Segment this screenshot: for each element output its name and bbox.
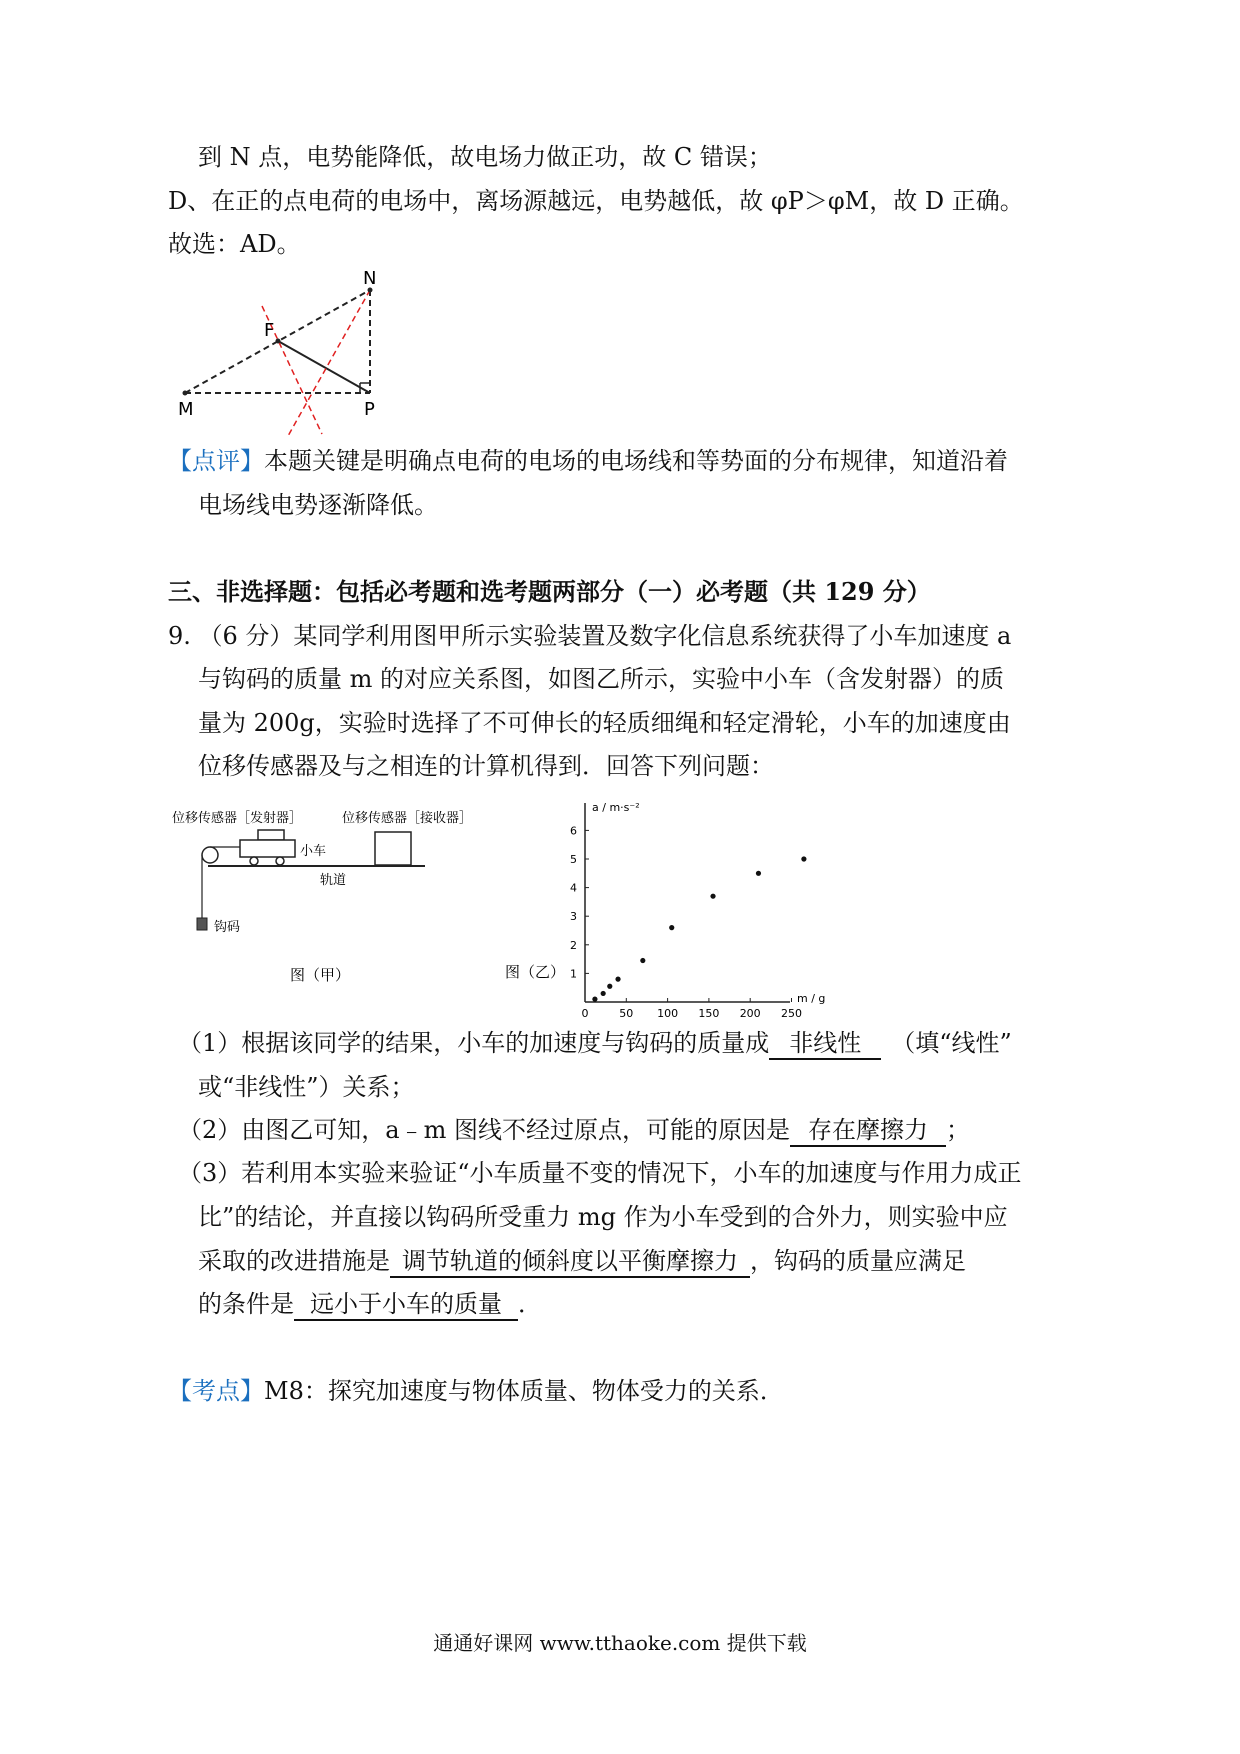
q1-answer: 非线性 [769, 1028, 881, 1060]
x-tick-label: 200 [739, 1007, 761, 1020]
kaodian-tag: 【考点】 [168, 1377, 264, 1405]
label-F: F [264, 320, 275, 341]
data-point [756, 871, 761, 876]
y-tick-label: 5 [570, 853, 577, 866]
weight-label: 钩码 [214, 920, 241, 935]
y-tick-label: 6 [570, 824, 577, 838]
q1-pre: （1）根据该同学的结果，小车的加速度与钩码的质量成 [178, 1029, 770, 1057]
data-point [710, 894, 715, 899]
x-tick-label: 150 [698, 1007, 720, 1020]
prev-line-1: 到 N 点，电势能降低，故电场力做正功，故 C 错误； [198, 143, 772, 171]
answer-1-line-1 [178, 1028, 1012, 1060]
answer-3-line-3 [198, 1246, 966, 1278]
q2-answer: 存在摩擦力 [790, 1115, 946, 1147]
point-charge-figure [170, 268, 400, 438]
answer-1-line-2: 或“非线性”）关系； [198, 1073, 415, 1101]
q1-post: （填“线性” [891, 1029, 1012, 1057]
q3-answer-1: 调节轨道的倾斜度以平衡摩擦力 [390, 1246, 750, 1278]
q9-line-1: 9. （6 分）某同学利用图甲所示实验装置及数字化信息系统获得了小车加速度 a [168, 622, 1012, 650]
sensor-receiver-label: 位移传感器［接收器］ [342, 811, 473, 826]
q9-line-3: 量为 200g，实验时选择了不可伸长的轻质细绳和轻定滑轮，小车的加速度由 [198, 709, 1011, 737]
answer-3-line-4 [198, 1289, 542, 1321]
q3-answer-2: 远小于小车的质量 [294, 1289, 518, 1321]
x-tick-label: 0 [581, 1007, 589, 1020]
figure-yi-caption: 图（乙） [505, 963, 566, 981]
answer-3-line-1: （3）若利用本实验来验证“小车质量不变的情况下，小车的加速度与作用力成正 [178, 1159, 1022, 1187]
comment-text-1: 本题关键是明确点电荷的电场的电场线和等势面的分布规律，知道沿着 [264, 447, 1008, 475]
figure-jia-caption: 图（甲） [290, 966, 351, 984]
track-label: 轨道 [320, 873, 347, 888]
q3-line3-pre: 采取的改进措施是 [198, 1247, 390, 1275]
y-tick-label: 4 [570, 881, 577, 895]
q3-line4-pre: 的条件是 [198, 1290, 294, 1318]
answer-3-line-2: 比”的结论，并直接以钩码所受重力 mg 作为小车受到的合外力，则实验中应 [198, 1203, 1008, 1231]
y-tick-label: 2 [570, 938, 577, 952]
label-M: M [178, 399, 194, 420]
data-point [801, 856, 806, 861]
footer: 通通好课网 www.tthaoke.com 提供下载 [433, 1631, 807, 1655]
q3-line4-post: ． [518, 1290, 542, 1318]
acceleration-mass-chart [500, 795, 840, 1020]
q9-line-4: 位移传感器及与之相连的计算机得到．回答下列问题： [198, 752, 774, 780]
data-point [592, 997, 597, 1002]
data-point [607, 984, 612, 989]
x-tick-label: 50 [619, 1007, 634, 1020]
kaodian-text: M8：探究加速度与物体质量、物体受力的关系． [264, 1377, 784, 1405]
comment-tag: 【点评】 [168, 447, 264, 475]
sensor-emitter-label: 位移传感器［发射器］ [172, 811, 303, 826]
y-tick-label: 1 [570, 967, 577, 981]
car-label: 小车 [300, 844, 327, 859]
kaodian-line [168, 1376, 784, 1406]
q9-line-2: 与钩码的质量 m 的对应关系图，如图乙所示，实验中小车（含发射器）的质 [198, 665, 1005, 693]
data-point [615, 977, 620, 982]
q2-pre: （2）由图乙可知，a﹣m 图线不经过原点，可能的原因是 [178, 1116, 790, 1144]
y-axis-label: a / m·s⁻² [592, 801, 640, 814]
comment-line-2: 电场线电势逐渐降低。 [198, 491, 438, 519]
prev-line-3: 故选：AD。 [168, 230, 301, 258]
data-point [640, 958, 645, 963]
x-axis-label: m / g [797, 992, 826, 1005]
label-P: P [364, 399, 375, 420]
q2-post: ； [945, 1116, 970, 1144]
x-tick-label: 100 [657, 1007, 679, 1020]
data-point [669, 925, 674, 930]
data-point [601, 991, 606, 996]
x-tick-label: 250 [781, 1007, 802, 1020]
prev-line-2: D、在正的点电荷的电场中，离场源越远，电势越低，故 φP＞φM，故 D 正确。 [168, 187, 1024, 215]
comment-line-1 [168, 446, 1008, 476]
y-tick-label: 3 [570, 910, 577, 924]
q3-line3-post: ，钩码的质量应满足 [750, 1247, 966, 1275]
answer-2-line [178, 1115, 970, 1147]
section-title: 三、非选择题：包括必考题和选考题两部分（一）必考题（共 129 分） [168, 577, 931, 606]
apparatus-figure [170, 800, 490, 990]
label-N: N [363, 268, 377, 289]
